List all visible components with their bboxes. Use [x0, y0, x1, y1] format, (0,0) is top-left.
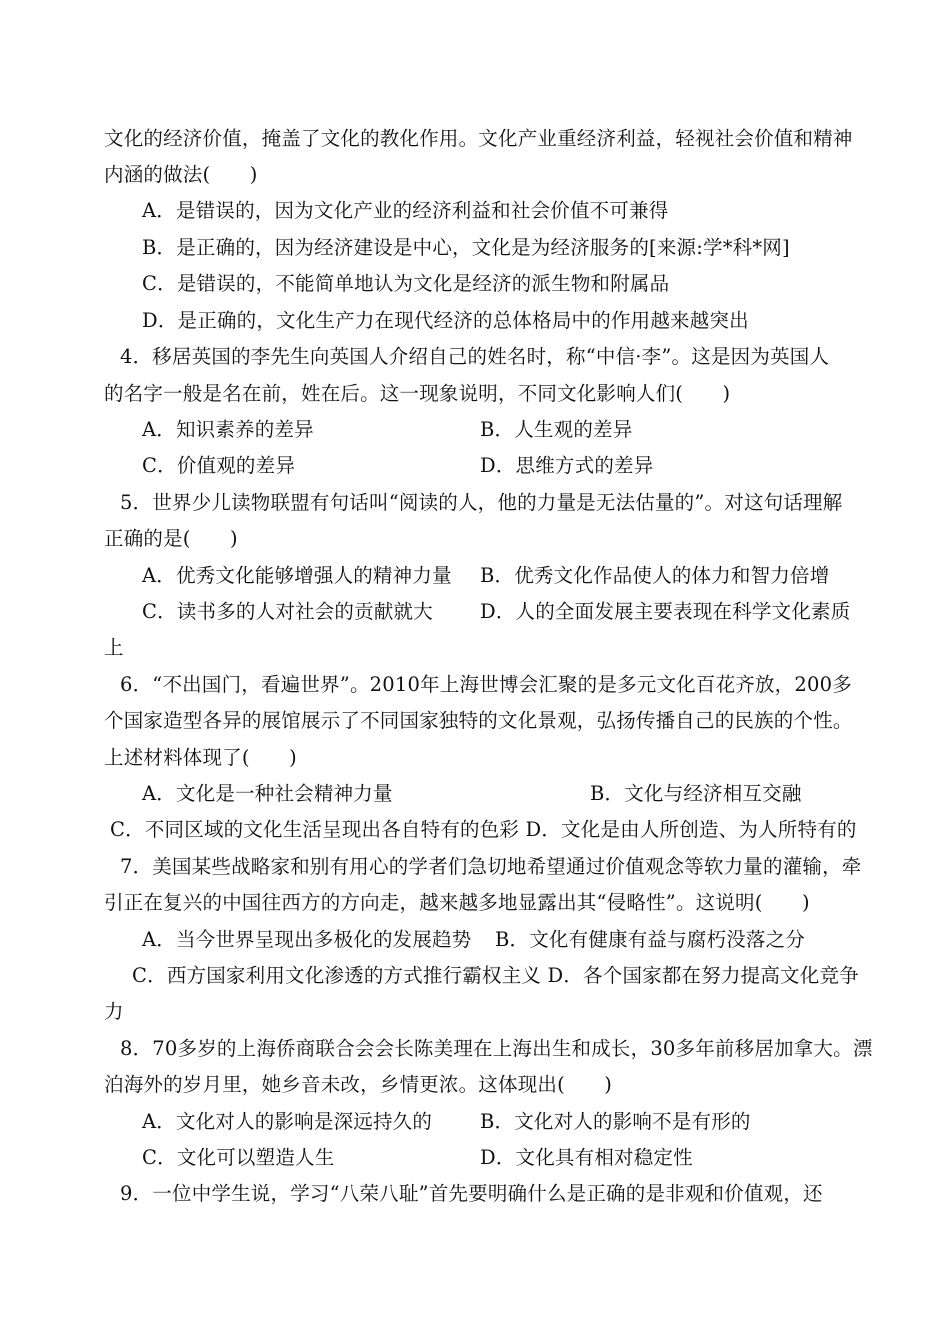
- text-line: 上述材料体现了( ): [104, 746, 297, 769]
- question-line: 7．美国某些战略家和别有用心的学者们急切地希望通过价值观念等软力量的灌输，牵: [120, 855, 862, 878]
- question-line: 9．一位中学生说，学习“八荣八耻”首先要明确什么是正确的是非观和价值观，还: [120, 1182, 823, 1205]
- option-line: B．文化有健康有益与腐朽没落之分: [495, 928, 806, 951]
- text-line: 的名字一般是名在前，姓在后。这一现象说明，不同文化影响人们( ): [104, 382, 731, 405]
- option-line: A．是错误的，因为文化产业的经济利益和社会价值不可兼得: [142, 199, 669, 222]
- option-line: D．是正确的，文化生产力在现代经济的总体格局中的作用越来越突出: [142, 309, 749, 332]
- option-line: B．是正确的，因为经济建设是中心，文化是为经济服务的[来源:学*科*网]: [142, 236, 790, 259]
- option-line: B．文化与经济相互交融: [590, 782, 802, 805]
- option-line: C．价值观的差异: [142, 454, 296, 477]
- question-line: 8．70多岁的上海侨商联合会会长陈美理在上海出生和成长，30多年前移居加拿大。漂: [120, 1037, 873, 1060]
- text-line: 内涵的做法( ): [104, 163, 258, 186]
- option-line: B．文化对人的影响不是有形的: [480, 1110, 751, 1133]
- option-line: B．人生观的差异: [480, 418, 633, 441]
- question-line: 5．世界少儿读物联盟有句话叫“阅读的人，他的力量是无法估量的”。对这句话理解: [120, 491, 843, 514]
- text-line: 上: [104, 636, 124, 659]
- option-line: A．优秀文化能够增强人的精神力量: [142, 564, 452, 587]
- text-line: 文化的经济价值，掩盖了文化的教化作用。文化产业重经济利益，轻视社会价值和精神: [104, 127, 853, 150]
- option-line: D．文化具有相对稳定性: [480, 1146, 693, 1169]
- text-line: 个国家造型各异的展馆展示了不同国家独特的文化景观，弘扬传播自己的民族的个性。: [104, 709, 853, 732]
- option-line: C．是错误的，不能简单地认为文化是经济的派生物和附属品: [142, 272, 670, 295]
- option-line: B．优秀文化作品使人的体力和智力倍增: [480, 564, 830, 587]
- option-line: A．文化对人的影响是深远持久的: [142, 1110, 433, 1133]
- option-line: D．人的全面发展主要表现在科学文化素质: [480, 600, 851, 623]
- text-line: 泊海外的岁月里，她乡音未改，乡情更浓。这体现出( ): [104, 1073, 613, 1096]
- option-line: C．不同区域的文化生活呈现出各自特有的色彩 D．文化是由人所创造、为人所特有的: [110, 818, 857, 841]
- option-line: A．文化是一种社会精神力量: [142, 782, 393, 805]
- option-line: A．当今世界呈现出多极化的发展趋势: [142, 928, 472, 951]
- option-line: C．西方国家利用文化渗透的方式推行霸权主义 D．各个国家都在努力提高文化竞争: [132, 964, 859, 987]
- option-line: A．知识素养的差异: [142, 418, 314, 441]
- option-line: C．读书多的人对社会的贡献就大: [142, 600, 433, 623]
- question-line: 4．移居英国的李先生向英国人介绍自己的姓名时，称“中信·李”。这是因为英国人: [120, 345, 830, 368]
- question-line: 6．“不出国门，看遍世界”。2010年上海世博会汇聚的是多元文化百花齐放，200多: [120, 673, 852, 696]
- text-line: 引正在复兴的中国往西方的方向走，越来越多地显露出其“侵略性”。这说明( ): [104, 891, 810, 914]
- text-line: 正确的是( ): [104, 527, 238, 550]
- option-line: C．文化可以塑造人生: [142, 1146, 335, 1169]
- option-line: D．思维方式的差异: [480, 454, 654, 477]
- text-line: 力: [104, 1000, 124, 1023]
